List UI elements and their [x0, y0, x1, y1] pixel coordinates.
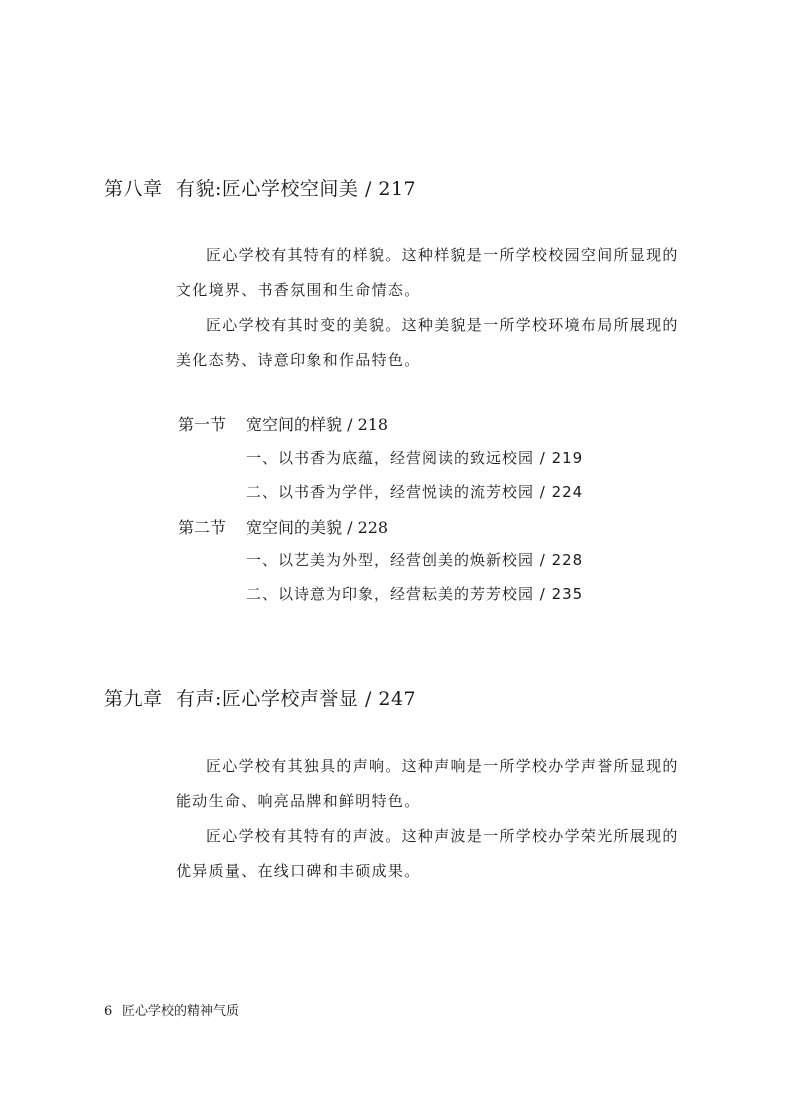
section-number: 第二节 [178, 518, 227, 537]
chapter-number: 第八章 [104, 178, 163, 200]
page-footer [104, 1000, 239, 1019]
section-number: 第一节 [178, 415, 227, 434]
intro-paragraph: 匠心学校有其特有的声波。这种声波是一所学校办学荣光所展现的优异质量、在线口碑和丰硕成果。 [176, 827, 679, 880]
section-title [178, 412, 388, 435]
section-name: 宽空间的美貌 / 228 [246, 518, 389, 537]
intro-paragraph: 匠心学校有其独具的声响。这种声响是一所学校办学声誉所显现的能动生命、响亮品牌和鲜明特色。 [176, 757, 679, 810]
running-title: 匠心学校的精神气质 [122, 1004, 240, 1019]
toc-item: 一、以书香为底蕴，经营阅读的致远校园 / 219 [246, 449, 584, 467]
toc-item: 一、以艺美为外型，经营创美的焕新校园 / 228 [246, 551, 584, 569]
intro-paragraph: 匠心学校有其时变的美貌。这种美貌是一所学校环境布局所展现的美化态势、诗意印象和作品特色。 [176, 316, 679, 369]
page-number: 6 [104, 1004, 113, 1019]
chapter-intro [176, 749, 691, 889]
toc-item: 二、以诗意为印象，经营耘美的芳芳校园 / 235 [246, 585, 584, 603]
section-name: 宽空间的样貌 / 218 [246, 415, 389, 434]
chapter-heading [104, 684, 416, 711]
chapter-heading [104, 174, 416, 201]
chapter-number: 第九章 [104, 688, 163, 710]
section-title [178, 515, 388, 538]
chapter-title: 有声:匠心学校声誉显 / 247 [176, 688, 417, 710]
chapter-title: 有貌:匠心学校空间美 / 217 [176, 178, 417, 200]
intro-paragraph: 匠心学校有其特有的样貌。这种样貌是一所学校校园空间所显现的文化境界、书香氛围和生命情态。 [176, 246, 679, 299]
toc-item: 二、以书香为学伴，经营悦读的流芳校园 / 224 [246, 483, 584, 501]
chapter-intro [176, 238, 691, 378]
